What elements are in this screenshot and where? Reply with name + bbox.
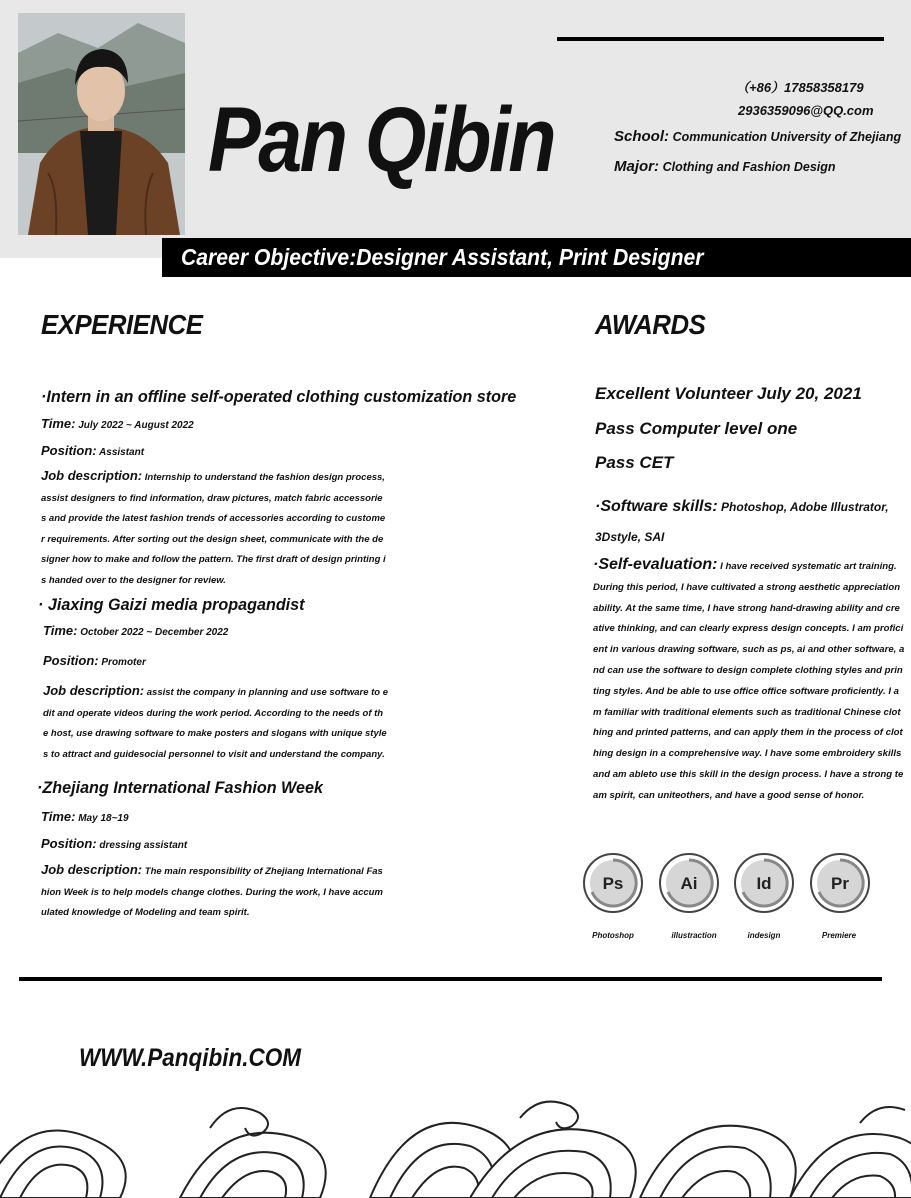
phone: （+86）17858358179 xyxy=(736,80,864,95)
award-item: Pass Computer level one xyxy=(595,419,798,438)
awards-title: AWARDS xyxy=(595,309,706,340)
major-line xyxy=(614,158,836,175)
svg-text:Ps: Ps xyxy=(602,874,624,893)
svg-text:Pr: Pr xyxy=(831,874,849,893)
time-label: Time: xyxy=(43,623,78,638)
email: 2936359096@QQ.com xyxy=(738,103,874,118)
award-item: Excellent Volunteer July 20, 2021 xyxy=(595,384,862,403)
photoshop-icon xyxy=(582,852,644,914)
description-label: Job description: xyxy=(41,468,143,483)
job-position xyxy=(41,443,144,458)
self-evaluation-text: I have received systematic art training. During this period, I have cultivated a strong aesthetic appreciation ability. At the same time, I have strong hand-drawing ability and creative thinking, and can clearly express design concepts. I am proficient in various drawing software, such as ps, ai and other software, and can use the software to design complete clothing styles and printing styles. And be able to use office office software proficiently. I am familiar with traditional elements such as traditional Chinese clothing and printed patterns, and can apply them in the process of clothing design in a comprehensive way. I have some embroidery skills and am ableto use this skill in the design process. I have a strong team spirit, can uniteothers, and have a good sense of honor. xyxy=(593,561,905,801)
school-value: Communication University of Zhejiang xyxy=(672,130,902,144)
position-value: dressing assistant xyxy=(99,840,188,851)
school-line xyxy=(614,128,901,145)
svg-text:Id: Id xyxy=(756,874,772,893)
position-value: Assistant xyxy=(99,447,145,458)
self-evaluation xyxy=(593,555,905,807)
candidate-name: Pan Qibin xyxy=(208,89,555,191)
time-label: Time: xyxy=(41,416,76,431)
job-description xyxy=(43,681,388,765)
time-label: Time: xyxy=(41,809,76,824)
bottom-rule xyxy=(19,977,882,981)
indesign-icon xyxy=(733,852,795,914)
award-item: Pass CET xyxy=(595,453,674,472)
software-label: illustraction xyxy=(671,931,717,940)
software-label: indesign xyxy=(747,931,781,940)
job-title: ·Zhejiang International Fashion Week xyxy=(37,778,323,797)
job-position xyxy=(41,836,187,851)
job-description xyxy=(41,466,386,591)
time-value: October 2022 ~ December 2022 xyxy=(80,627,229,638)
job-time xyxy=(43,623,228,638)
job-position xyxy=(43,653,146,668)
description-label: Job description: xyxy=(41,862,143,877)
self-evaluation-label: ·Self-evaluation: xyxy=(593,556,718,573)
job-time xyxy=(41,809,129,824)
software-skills-value: Photoshop, Adobe Illustrator, 3Dstyle, SAI xyxy=(595,500,889,544)
job-title: · Jiaxing Gaizi media propagandist xyxy=(38,595,305,614)
premiere-icon xyxy=(809,852,871,914)
description-text: assist the company in planning and use software to edit and operate videos during the work period. According to the needs of the host, use drawing software to make posters and slogans with unique styles to attract and guidesocial personnel to visit and understand the company. xyxy=(43,687,389,760)
major-label: Major: xyxy=(614,158,659,175)
position-label: Position: xyxy=(41,443,97,458)
illustrator-icon xyxy=(658,852,720,914)
description-text: The main responsibility of Zhejiang International Fashion Week is to help models change clothes. During the work, I have accumulated knowledge of Modeling and team spirit. xyxy=(41,866,383,918)
experience-title: EXPERIENCE xyxy=(41,309,203,340)
job-time xyxy=(41,416,194,431)
software-skills xyxy=(595,492,905,552)
description-text: Internship to understand the fashion design process, assist designers to find information, draw pictures, match fabric accessories and provide the latest fashion trends of accessories according to customer requirements. After sorting out the design sheet, communicate with the designer how to make and follow the pattern. The first draft of design printing is handed over to the designer for review. xyxy=(41,472,386,586)
decorative-wave-pattern xyxy=(0,1088,911,1198)
position-value: Promoter xyxy=(101,657,146,668)
profile-photo xyxy=(18,13,185,235)
svg-text:Ai: Ai xyxy=(680,874,698,893)
software-skills-label: ·Software skills: xyxy=(595,498,718,515)
career-objective-text: Career Objective:Designer Assistant, Print Designer xyxy=(181,244,704,270)
major-value: Clothing and Fashion Design xyxy=(662,160,836,174)
job-title: ·Intern in an offline self-operated clothing customization store xyxy=(41,387,517,406)
website-link[interactable]: WWW.Panqibin.COM xyxy=(79,1044,302,1072)
top-rule xyxy=(557,37,884,41)
software-label: Photoshop xyxy=(592,931,634,940)
time-value: July 2022 ~ August 2022 xyxy=(78,420,194,431)
software-label: Premiere xyxy=(821,931,857,940)
job-description xyxy=(41,860,386,924)
school-label: School: xyxy=(614,128,669,145)
position-label: Position: xyxy=(43,653,99,668)
position-label: Position: xyxy=(41,836,97,851)
description-label: Job description: xyxy=(43,683,145,698)
career-objective-bar xyxy=(162,238,911,277)
time-value: May 18~19 xyxy=(78,813,129,824)
